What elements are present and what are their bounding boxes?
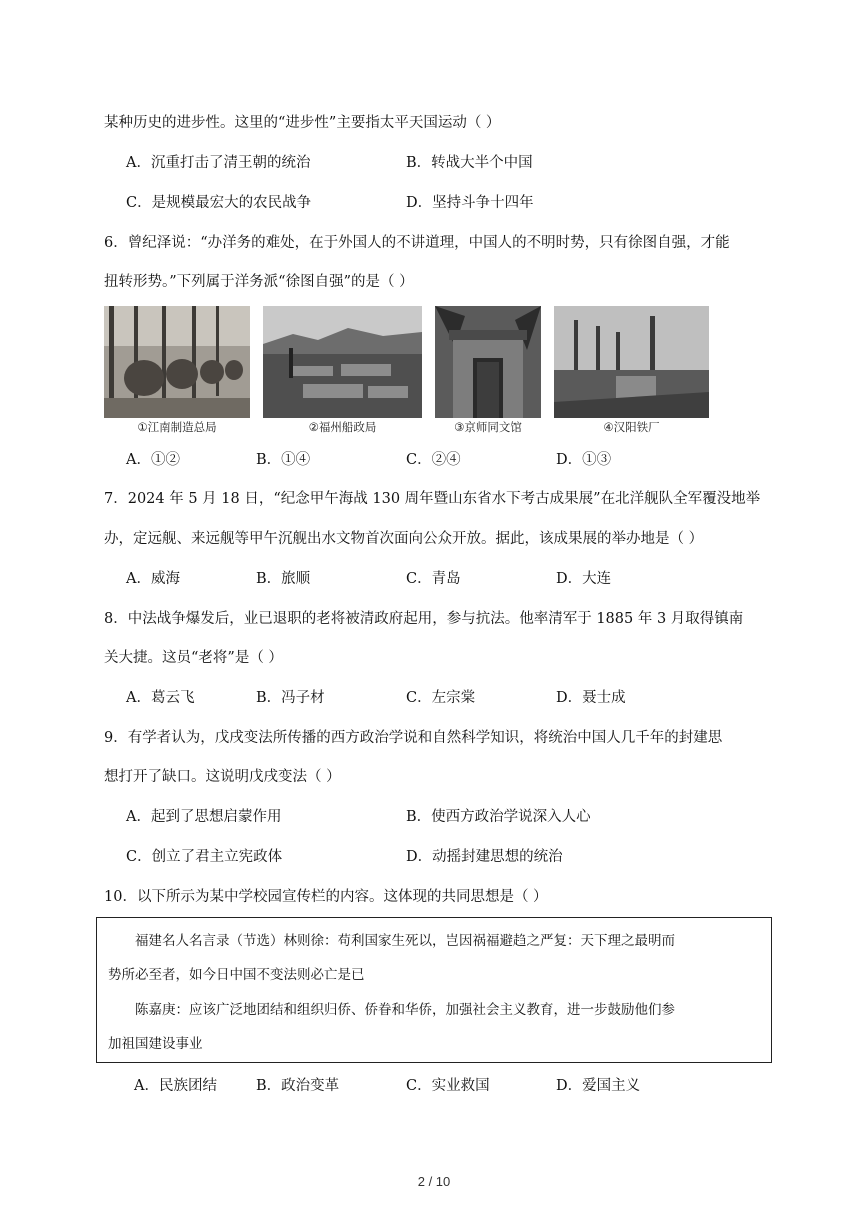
- bulletin-line4: 加祖国建设事业: [108, 1036, 203, 1052]
- q5-stem-tail: 某种历史的进步性。这里的“进步性”主要指太平天国运动（ ）: [104, 115, 501, 131]
- q8-option-c: C．左宗棠: [406, 690, 476, 706]
- q9-option-a: A．起到了思想启蒙作用: [126, 809, 282, 825]
- q6-stem-line1: 6．曾纪泽说：“办洋务的难处，在于外国人的不讲道理，中国人的不明时势，只有徐图自强，才能: [104, 235, 730, 251]
- q9-stem-line1: 9．有学者认为，戊戌变法所传播的西方政治学说和自然科学知识，将统治中国人几千年的封建思: [104, 730, 723, 746]
- caption-4: ④汉阳铁厂: [603, 420, 660, 434]
- bulletin-box: [96, 917, 772, 1063]
- q5-option-b: B．转战大半个中国: [406, 155, 533, 171]
- q8-option-a: A．葛云飞: [126, 690, 195, 706]
- q10-option-d: D．爱国主义: [556, 1078, 641, 1094]
- q9-option-d: D．动摇封建思想的统治: [406, 849, 563, 865]
- fuzhou-navy-yard-photo: [263, 306, 422, 418]
- q6-option-c: C．②④: [406, 452, 461, 468]
- q10-option-a: A．民族团结: [134, 1078, 217, 1094]
- bulletin-line2: 势所必至者，如今日中国不变法则必亡是已: [108, 967, 365, 983]
- q7-option-a: A．威海: [126, 571, 180, 587]
- q6-option-b: B．①④: [256, 452, 311, 468]
- q7-option-c: C．青岛: [406, 571, 461, 587]
- q7-stem-line1: 7．2024 年 5 月 18 日，“纪念甲午海战 130 周年暨山东省水下考古成果展”在北洋舰队全军覆没地举: [104, 491, 761, 507]
- q6-stem-line2: 扭转形势。”下列属于洋务派“徐图自强”的是（ ）: [104, 274, 414, 290]
- q5-option-a: A．沉重打击了清王朝的统治: [126, 155, 311, 171]
- q9-stem-line2: 想打开了缺口。这说明戊戌变法（ ）: [104, 769, 341, 785]
- q7-stem-line2: 办，定远舰、来远舰等甲午沉舰出水文物首次面向公众开放。据此，该成果展的举办地是（ ）: [104, 531, 704, 547]
- q8-stem-line1: 8．中法战争爆发后，业已退职的老将被清政府起用，参与抗法。他率清军于 1885 年 3 月取得镇南: [104, 611, 744, 627]
- q7-option-b: B．旅顺: [256, 571, 311, 587]
- q8-stem-line2: 关大捷。这员“老将”是（ ）: [104, 650, 283, 666]
- q10-stem: 10．以下所示为某中学校园宣传栏的内容。这体现的共同思想是（ ）: [104, 889, 548, 905]
- q10-option-b: B．政治变革: [256, 1078, 340, 1094]
- q6-option-a: A．①②: [126, 452, 180, 468]
- caption-1: ①江南制造总局: [137, 420, 217, 434]
- q9-option-b: B．使西方政治学说深入人心: [406, 809, 591, 825]
- q5-option-d: D．坚持斗争十四年: [406, 195, 534, 211]
- q8-option-b: B．冯子材: [256, 690, 325, 706]
- caption-3: ③京师同文馆: [454, 420, 522, 434]
- q5-option-c: C．是规模最宏大的农民战争: [126, 195, 312, 211]
- bulletin-line3: 陈嘉庚：应该广泛地团结和组织归侨、侨眷和华侨，加强社会主义教育，进一步鼓励他们参: [135, 1002, 675, 1018]
- bulletin-line1: 福建名人名言录（节选）林则徐：苟利国家生死以，岂因祸福避趋之严复：天下理之最明而: [135, 933, 675, 949]
- q10-option-c: C．实业救国: [406, 1078, 490, 1094]
- tongwen-guan-photo: [435, 306, 541, 418]
- q8-option-d: D．聂士成: [556, 690, 626, 706]
- page-number: 2 / 10: [417, 1174, 451, 1189]
- hanyang-ironworks-photo: [554, 306, 709, 418]
- jiangnan-arsenal-photo: [104, 306, 250, 418]
- caption-2: ②福州船政局: [308, 420, 377, 434]
- q6-option-d: D．①③: [556, 452, 612, 468]
- q9-option-c: C．创立了君主立宪政体: [126, 849, 283, 865]
- q7-option-d: D．大连: [556, 571, 612, 587]
